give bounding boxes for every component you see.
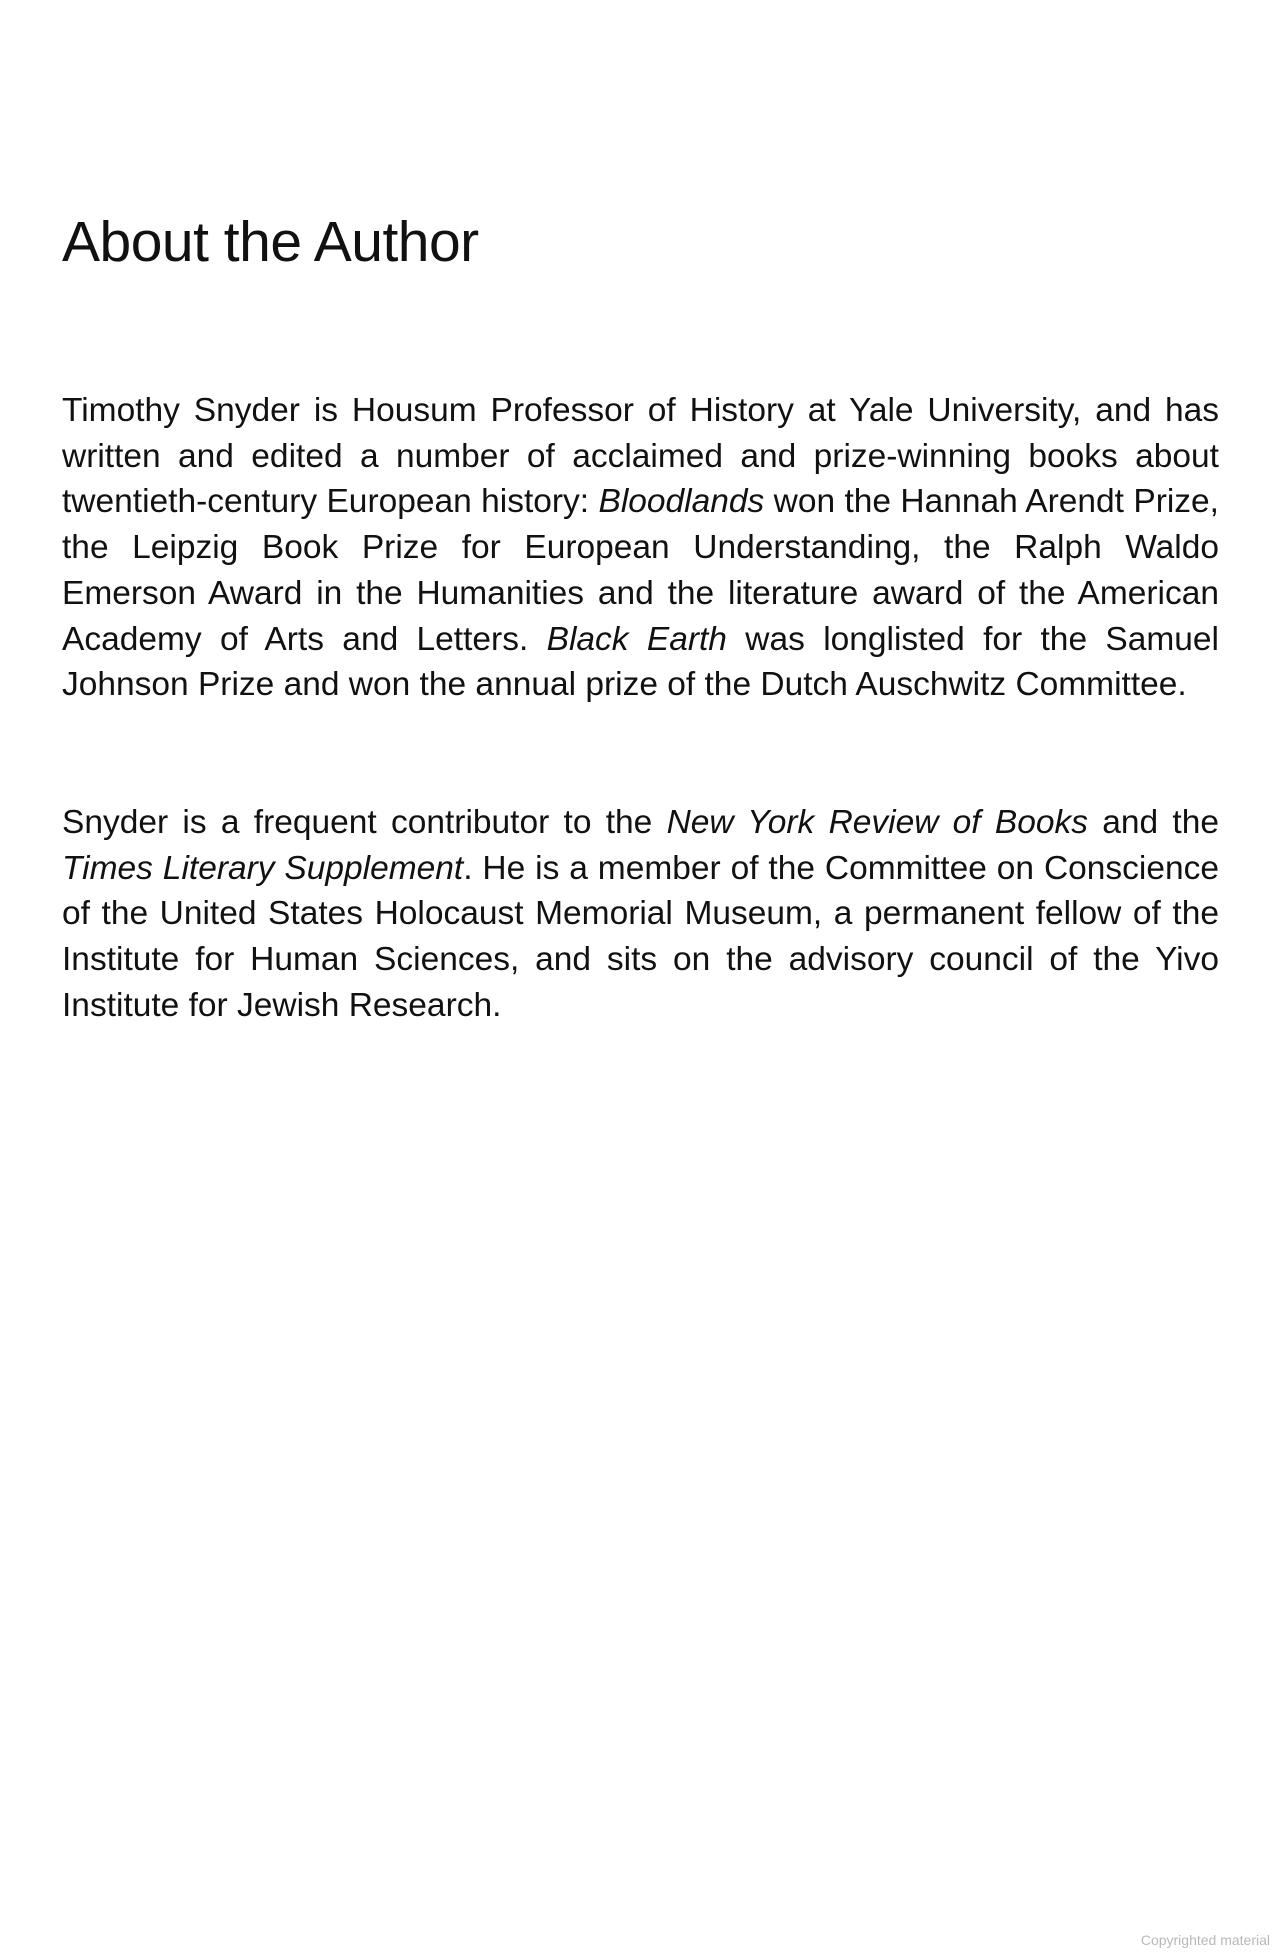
copyright-watermark: Copyrighted material — [1140, 1932, 1270, 1948]
bio-text: was longlisted for the Samuel Johnson Prize and won the annual prize of the Dutch Auschwitz Committee. — [62, 620, 1219, 704]
publication-nyrb: New York Review of Books — [666, 804, 1088, 841]
bio-text: . He is a member of the Committee on Conscience of the United States Holocaust Memorial Museum, a permanent fellow of the Institute for Human Sciences, and sits on the advisory council of the Yivo Institute for Jewish Research. — [62, 849, 1219, 1024]
publication-tls: Times Literary Supplement — [62, 849, 464, 887]
book-title-black-earth: Black Earth — [546, 620, 727, 658]
bio-text: Snyder is a frequent contributor to the — [62, 804, 667, 841]
bio-text: and the — [1088, 804, 1220, 841]
bio-paragraph-1 — [62, 388, 1219, 708]
page-title: About the Author — [62, 210, 479, 274]
bio-text: won the Hannah Arendt Prize, the Leipzig Book Prize for European Understanding, the Ralph Waldo Emerson Award in the Humanities and the literature award of the American Academy of Arts and Letters. — [62, 483, 1219, 658]
book-title-bloodlands: Bloodlands — [598, 483, 765, 521]
bio-text: Timothy Snyder is Housum Professor of History at Yale University, and has written and edited a number of acclaimed and prize-winning books about twentieth-century European history: — [62, 392, 1219, 521]
bio-paragraph-2 — [62, 800, 1219, 1029]
